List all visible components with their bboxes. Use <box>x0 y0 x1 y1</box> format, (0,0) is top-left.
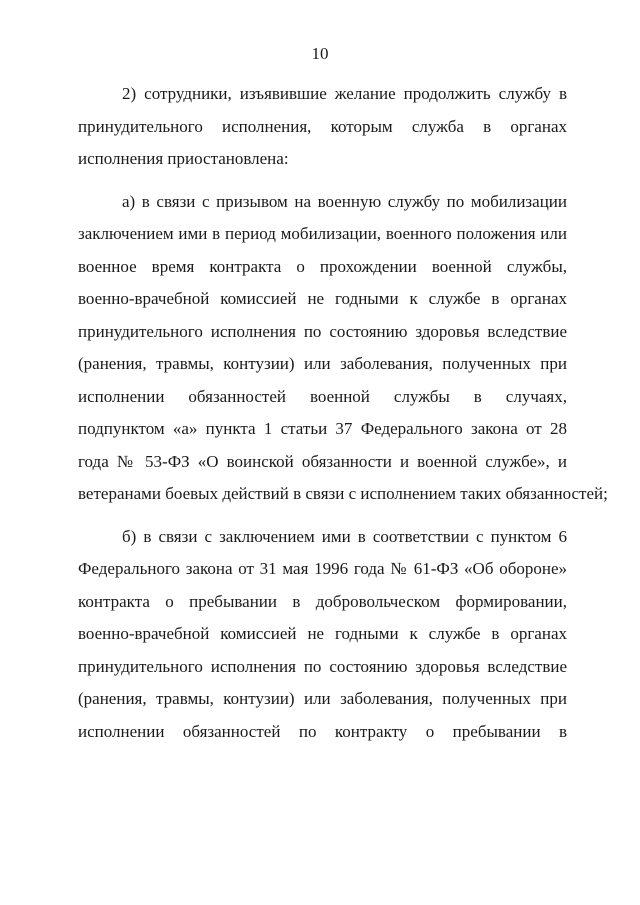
paragraph-item-b <box>78 521 567 749</box>
text-line: Федерального закона от 31 мая 1996 года № 61-ФЗ «Об обороне» <box>78 559 567 578</box>
text-line: а) в связи с призывом на военную службу по мобилизации <box>122 191 567 211</box>
text-line: заключением ими в период мобилизации, военного положения или <box>78 224 567 243</box>
text-line: исполнении обязанностей военной службы в случаях, <box>78 386 567 406</box>
document-body <box>78 78 608 748</box>
text-line: принудительного исполнения, которым служба в органах <box>78 116 567 136</box>
text-line: (ранения, травмы, контузии) или заболевания, полученных при <box>78 354 567 373</box>
text-line-main: б) в связи с заключением ими в соответствии с пунктом 6 <box>122 526 567 546</box>
page-number: 10 <box>311 44 329 63</box>
text-line: 2) сотрудники, изъявившие желание продолжить службу в <box>122 84 567 103</box>
text-line: (ранения, травмы, контузии) или заболевания, полученных при <box>78 689 567 708</box>
text-line: года № 53-ФЗ «О воинской обязанности и военной службе», и <box>78 451 567 471</box>
text-line: принудительного исполнения по состоянию здоровья вследствие <box>78 321 567 341</box>
text-line: военно-врачебной комиссией не годными к службе в органах <box>78 289 567 308</box>
text-line: исполнения приостановлена: <box>78 149 289 168</box>
paragraph-item-a <box>78 186 608 511</box>
text-line <box>78 521 567 554</box>
text-line: подпунктом «а» пункта 1 статьи 37 Федерального закона от 28 <box>78 419 567 438</box>
text-line: военное время контракта о прохождении военной службы, <box>78 256 567 276</box>
text-line: ветеранами боевых действий в связи с исполнением таких обязанностей; <box>78 484 608 503</box>
text-line: контракта о пребывании в добровольческом формировании, <box>78 591 567 611</box>
text-line: исполнении обязанностей по контракту о пребывании в <box>78 721 567 741</box>
text-line: военно-врачебной комиссией не годными к службе в органах <box>78 624 567 643</box>
paragraph-item-2 <box>78 78 567 176</box>
text-line: принудительного исполнения по состоянию здоровья вследствие <box>78 656 567 676</box>
